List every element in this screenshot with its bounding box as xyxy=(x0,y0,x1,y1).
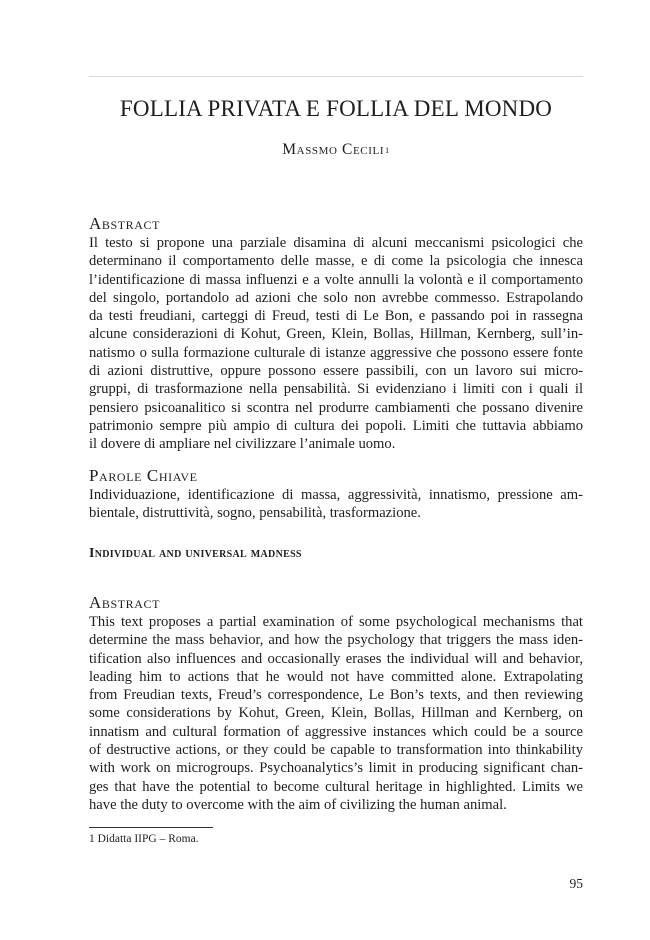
abstract-it-line: gruppi, di trasformazione nella pensabilità. Si evidenziano i limiti con i quali il xyxy=(89,381,583,398)
footnote-ref: 1 xyxy=(385,146,390,155)
abstract-it-line: determinano il comportamento delle masse, e di come la psicologia che innesca xyxy=(89,253,583,270)
abstract-it-line: pensiero psicoanalitico si scontra nel produrre cambiamenti che possano divenire xyxy=(89,399,583,416)
abstract-en-line: This text proposes a partial examination of some psychological mechanisms that xyxy=(89,614,583,630)
keywords-line: Individuazione, identificazione di massa, aggressività, innatismo, pressione am- xyxy=(89,487,583,503)
keywords-text xyxy=(89,486,583,523)
abstract-text-en xyxy=(89,613,583,814)
abstract-it-line: di azioni distruttive, oppure possono essere passibili, con un lavoro sui micro- xyxy=(89,363,583,380)
footnote: 1 Didatta IIPG – Roma. xyxy=(89,833,199,845)
abstract-en-line: with work on microgroups. Psychoanalytics’s limit in producing significant chan- xyxy=(89,760,583,777)
footnote-rule xyxy=(89,827,213,828)
article-title: FOLLIA PRIVATA E FOLLIA DEL MONDO xyxy=(119,96,553,121)
abstract-en-line: of destructive actions, or they could be capable to transformation into thinkability xyxy=(89,742,583,759)
abstract-it-line: natismo o sulla formazione culturale di istanze aggressive che possono essere fonte xyxy=(89,344,583,361)
abstract-it-line: Il testo si propone una parziale disamina di alcuni meccanismi psicologici che xyxy=(89,235,583,251)
author-name-text: Massmo Cecili xyxy=(282,141,385,158)
abstract-en-line: some considerations by Kohut, Green, Klein, Bollas, Hillman and Kernberg, on xyxy=(89,705,583,722)
abstract-en-line: tification also influences and occasionally erases the individual will and behavior, xyxy=(89,650,583,667)
abstract-it-line: l’identificazione di massa influenzi e a volte annulli la volontà e il comportamento xyxy=(89,271,583,288)
header-rule xyxy=(89,76,583,77)
abstract-it-line: da testi freudiani, carteggi di Freud, testi di Le Bon, e passando poi in rassegna xyxy=(89,308,583,325)
abstract-heading-en: Abstract xyxy=(89,593,161,612)
abstract-text-it xyxy=(89,234,583,454)
author-name xyxy=(89,140,583,160)
abstract-it-line: alcune considerazioni di Kohut, Green, Klein, Bollas, Hillman, Kernberg, sull’in- xyxy=(89,326,583,343)
abstract-en-line: have the duty to overcome with the aim of civilizing the human animal. xyxy=(89,796,507,813)
abstract-en-line: innatism and cultural formation of aggressive instances which could be a source xyxy=(89,723,583,740)
page-number: 95 xyxy=(569,876,583,891)
abstract-it-line: del singolo, portandolo ad azioni che solo non avrebbe commesso. Estrapolando xyxy=(89,289,583,306)
abstract-it-line: patrimonio sempre più ampio di cultura dei popoli. Limiti che tuttavia abbiamo xyxy=(89,417,583,434)
abstract-it-line: il dovere di ampliare nel civilizzare l’animale uomo. xyxy=(89,436,396,453)
keywords-heading: Parole Chiave xyxy=(89,466,198,485)
abstract-heading-it: Abstract xyxy=(89,214,161,233)
abstract-en-line: determine the mass behavior, and how the psychology that triggers the mass iden- xyxy=(89,632,583,649)
abstract-en-line: leading him to actions that he would not have committed alone. Extrapolating xyxy=(89,668,583,685)
abstract-en-line: ges that have the potential to become cultural heritage in highlighted. Limits we xyxy=(89,778,583,795)
abstract-en-line: from Freudian texts, Freud’s correspondence, Le Bon’s texts, and then reviewing xyxy=(89,687,583,704)
keywords-line: bientale, distruttività, sogno, pensabilità, trasformazione. xyxy=(89,505,421,522)
english-title: Individual and universal madness xyxy=(89,546,302,561)
